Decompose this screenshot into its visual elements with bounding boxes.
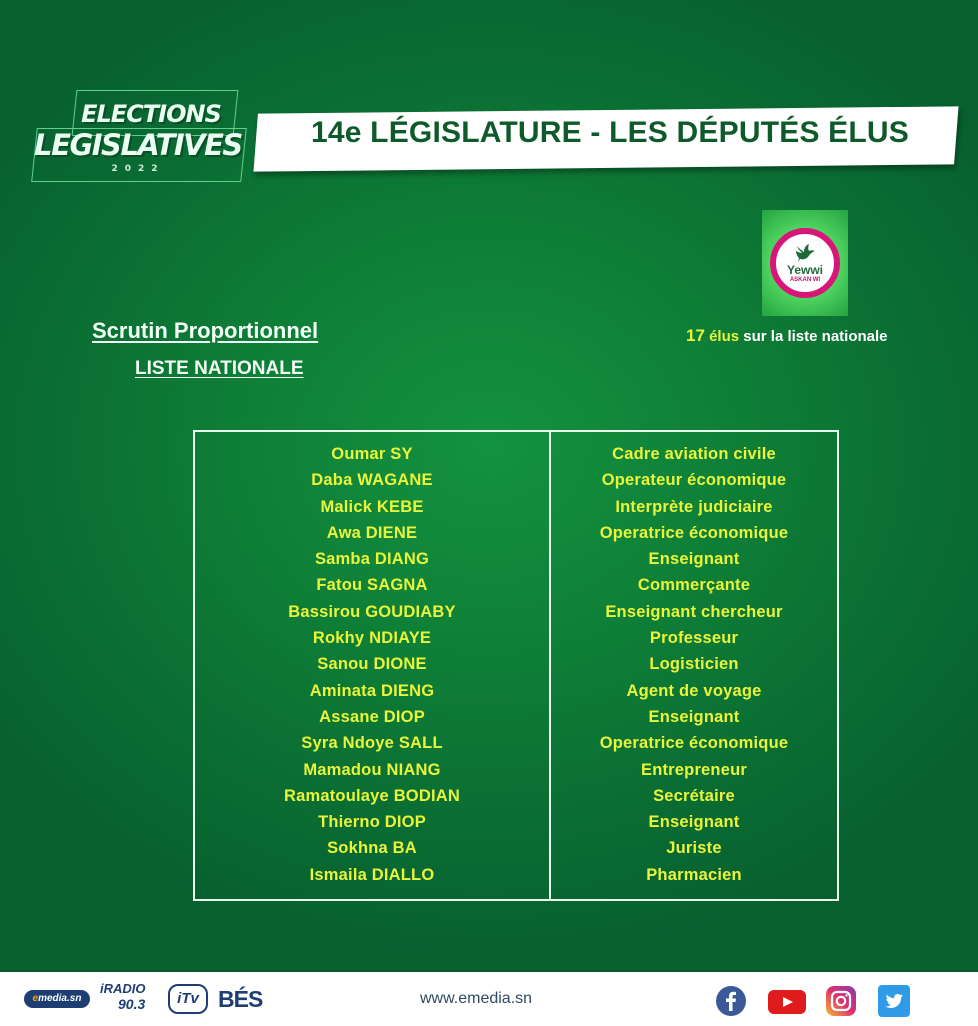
website-link[interactable]: www.emedia.sn	[420, 990, 533, 1007]
list-type-heading: LISTE NATIONALE	[135, 358, 304, 379]
deputy-name: Rokhy NDIAYE	[312, 629, 432, 648]
twitter-icon[interactable]	[878, 985, 910, 1017]
deputy-name: Oumar SY	[331, 445, 413, 463]
youtube-icon[interactable]	[768, 990, 806, 1014]
logo-year: 2022	[111, 164, 165, 174]
party-logo-circle	[770, 228, 840, 298]
deputy-profession: Operatrice économique	[599, 734, 789, 753]
footer	[0, 970, 978, 1026]
deputy-profession: Enseignant	[648, 550, 740, 569]
deputy-profession: Interprète judiciaire	[615, 497, 773, 516]
instagram-icon[interactable]	[826, 986, 856, 1016]
elected-count-line	[686, 326, 946, 346]
party-subtitle: ASKAN WI	[789, 276, 821, 283]
logo-line-legislatives: LEGISLATIVES	[34, 128, 242, 162]
deputy-name: Aminata DIENG	[309, 681, 435, 700]
deputy-name: Daba WAGANE	[311, 471, 433, 490]
deputy-name: Assane DIOP	[319, 707, 425, 726]
elected-word: élus	[709, 328, 740, 345]
elected-count: 17	[686, 326, 705, 345]
scrutin-heading: Scrutin Proportionnel	[92, 318, 319, 343]
deputy-name: Fatou SAGNA	[316, 576, 428, 595]
emedia-logo[interactable]	[24, 990, 90, 1008]
professions-column	[551, 430, 839, 901]
deputy-profession: Operateur économique	[601, 471, 787, 490]
deputy-name: Ramatoulaye BODIAN	[284, 786, 460, 805]
names-column	[193, 430, 551, 901]
deputies-table	[193, 430, 839, 901]
dove-icon	[794, 243, 816, 263]
deputy-profession: Agent de voyage	[626, 681, 762, 700]
deputy-name: Bassirou GOUDIABY	[288, 602, 456, 621]
party-logo	[762, 210, 848, 316]
deputy-name: Ismaila DIALLO	[309, 865, 435, 884]
itv-logo[interactable]: iTv	[168, 984, 208, 1014]
deputy-name: Syra Ndoye SALL	[301, 734, 443, 753]
deputy-profession: Juriste	[666, 839, 722, 858]
party-name: Yewwi	[786, 262, 824, 277]
iradio-logo-name: iRADIO	[100, 981, 146, 996]
deputy-name: Samba DIANG	[314, 550, 430, 569]
page-title: 14e LÉGISLATURE - LES DÉPUTÉS ÉLUS	[310, 116, 909, 149]
deputy-profession: Cadre aviation civile	[612, 445, 776, 463]
deputy-profession: Pharmacien	[646, 865, 742, 884]
elections-legislatives-logo	[26, 86, 246, 186]
emedia-logo-e: e	[32, 993, 39, 1004]
deputy-name: Mamadou NIANG	[303, 760, 441, 779]
deputy-profession: Professeur	[649, 629, 739, 648]
deputy-name: Thierno DIOP	[318, 813, 426, 832]
bes-logo[interactable]: BÉS	[218, 986, 263, 1012]
deputy-name: Sokhna BA	[327, 839, 417, 858]
deputy-profession: Enseignant chercheur	[605, 602, 783, 621]
deputy-name: Sanou DIONE	[317, 655, 427, 674]
facebook-icon[interactable]	[716, 986, 746, 1016]
deputy-profession: Secrétaire	[653, 786, 735, 805]
elected-suffix: sur la liste nationale	[743, 328, 888, 345]
deputy-profession: Operatrice économique	[599, 523, 789, 542]
deputy-profession: Enseignant	[648, 707, 740, 726]
deputy-profession: Entrepreneur	[640, 760, 747, 779]
deputy-name: Awa DIENE	[326, 523, 418, 542]
logo-line-elections: ELECTIONS	[81, 100, 221, 128]
deputy-name: Malick KEBE	[320, 497, 424, 516]
emedia-logo-text: media.sn	[38, 993, 82, 1004]
iradio-logo[interactable]	[100, 982, 160, 1016]
deputy-profession: Commerçante	[637, 576, 751, 595]
deputy-profession: Logisticien	[649, 655, 739, 674]
iradio-logo-frequency: 90.3	[118, 996, 146, 1012]
deputy-profession: Enseignant	[648, 813, 740, 832]
